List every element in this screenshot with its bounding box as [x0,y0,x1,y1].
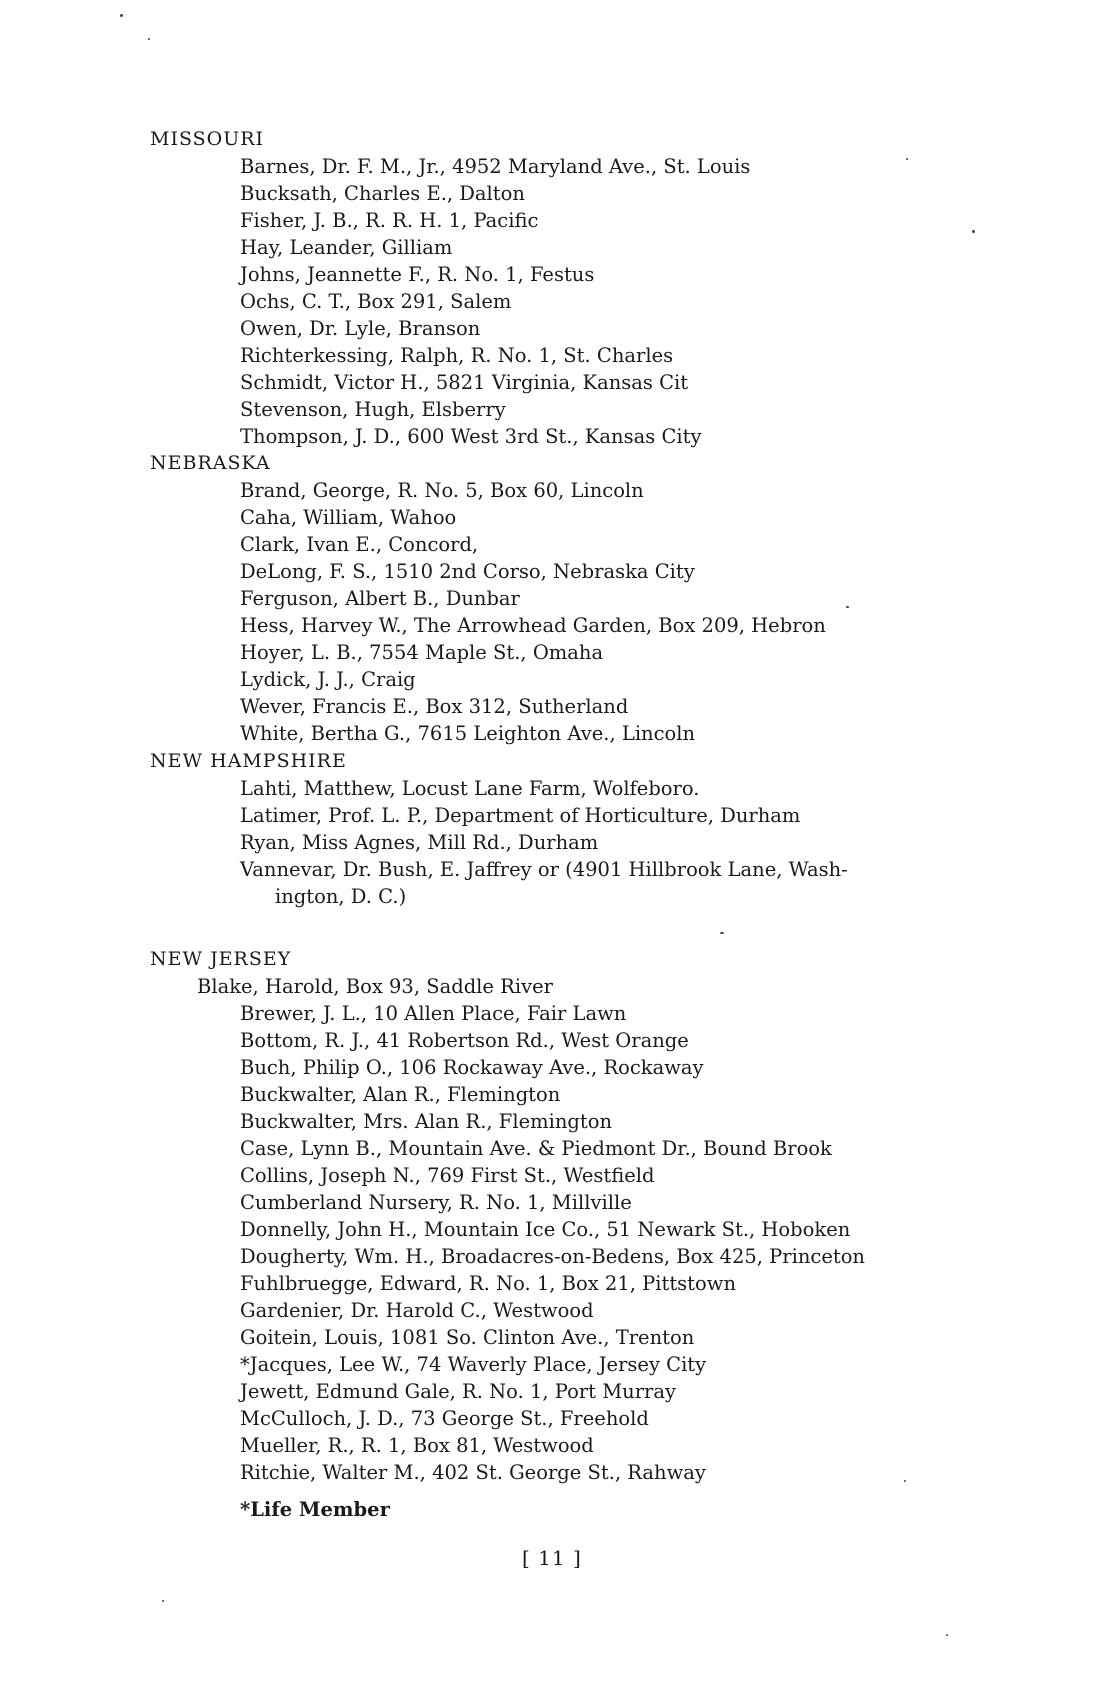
scan-speck [120,14,123,17]
member-entry: Case, Lynn B., Mountain Ave. & Piedmont Dr., Bound Brook [240,1137,832,1160]
member-entry: Johns, Jeannette F., R. No. 1, Festus [240,263,595,286]
member-entry: Fuhlbruegge, Edward, R. No. 1, Box 21, Pittstown [240,1272,737,1295]
member-entry: Bucksath, Charles E., Dalton [240,182,525,205]
member-entry: *Jacques, Lee W., 74 Waverly Place, Jersey City [240,1353,707,1376]
member-entry: Richterkessing, Ralph, R. No. 1, St. Charles [240,344,674,367]
scan-speck [846,606,849,608]
state-heading: NEW HAMPSHIRE [150,750,347,772]
member-entry: Wever, Francis E., Box 312, Sutherland [240,695,629,718]
member-entry: Buckwalter, Alan R., Flemington [240,1083,561,1106]
member-entry: Dougherty, Wm. H., Broadacres-on-Bedens, Box 425, Princeton [240,1245,865,1268]
member-entry: Mueller, R., R. 1, Box 81, Westwood [240,1434,594,1457]
member-entry: Clark, Ivan E., Concord, [240,533,479,556]
state-section-nebraska [150,450,1030,747]
member-entry: Collins, Joseph N., 769 First St., Westfield [240,1164,655,1187]
member-entry: Latimer, Prof. L. P., Department of Horticulture, Durham [240,804,801,827]
member-entry: Ferguson, Albert B., Dunbar [240,587,520,610]
member-entry: Brand, George, R. No. 5, Box 60, Lincoln [240,479,644,502]
member-entry: Hoyer, L. B., 7554 Maple St., Omaha [240,641,604,664]
member-entry: DeLong, F. S., 1510 2nd Corso, Nebraska City [240,560,695,583]
member-list [150,477,1030,747]
footnote-life-member: *Life Member [240,1498,390,1521]
member-entry: Buch, Philip O., 106 Rockaway Ave., Rockaway [240,1056,704,1079]
member-entry: Vannevar, Dr. Bush, E. Jaffrey or (4901 Hillbrook Lane, Wash- [240,858,848,881]
member-entry: Goitein, Louis, 1081 So. Clinton Ave., Trenton [240,1326,695,1349]
member-entry: Caha, William, Wahoo [240,506,457,529]
member-entry: Stevenson, Hugh, Elsberry [240,398,506,421]
member-entry: Owen, Dr. Lyle, Branson [240,317,481,340]
scan-speck [946,1634,948,1636]
state-section-new-jersey [150,946,1030,1486]
page-number: [ 11 ] [522,1546,582,1570]
member-entry: Jewett, Edmund Gale, R. No. 1, Port Murray [240,1380,677,1403]
member-entry: Hay, Leander, Gilliam [240,236,453,259]
state-heading: NEBRASKA [150,452,271,474]
member-entry-continuation: ington, D. C.) [275,885,407,908]
scan-speck [904,1480,906,1482]
scan-speck [720,932,724,934]
scan-speck [972,230,975,233]
member-entry: Bottom, R. J., 41 Robertson Rd., West Orange [240,1029,689,1052]
member-entry: Ryan, Miss Agnes, Mill Rd., Durham [240,831,599,854]
state-section-missouri [150,126,1030,450]
member-entry: Ochs, C. T., Box 291, Salem [240,290,512,313]
member-entry: Ritchie, Walter M., 402 St. George St., Rahway [240,1461,706,1484]
member-entry: Lahti, Matthew, Locust Lane Farm, Wolfeboro. [240,777,700,800]
member-entry: Gardenier, Dr. Harold C., Westwood [240,1299,594,1322]
member-entry: Donnelly, John H., Mountain Ice Co., 51 Newark St., Hoboken [240,1218,851,1241]
member-entry: Blake, Harold, Box 93, Saddle River [197,975,553,998]
member-entry: Thompson, J. D., 600 West 3rd St., Kansas City [240,425,702,448]
member-entry: McCulloch, J. D., 73 George St., Freehold [240,1407,649,1430]
state-heading: NEW JERSEY [150,948,292,970]
member-list [150,973,1030,1486]
member-entry: Lydick, J. J., Craig [240,668,416,691]
member-entry: Barnes, Dr. F. M., Jr., 4952 Maryland Ave., St. Louis [240,155,751,178]
scan-speck [906,158,908,160]
member-entry: Buckwalter, Mrs. Alan R., Flemington [240,1110,613,1133]
state-heading: MISSOURI [150,128,265,150]
member-list [150,775,1030,910]
member-entry: Fisher, J. B., R. R. H. 1, Pacific [240,209,539,232]
member-entry: Cumberland Nursery, R. No. 1, Millville [240,1191,632,1214]
member-entry: White, Bertha G., 7615 Leighton Ave., Lincoln [240,722,696,745]
member-entry: Brewer, J. L., 10 Allen Place, Fair Lawn [240,1002,627,1025]
member-entry: Schmidt, Victor H., 5821 Virginia, Kansas Cit [240,371,689,394]
scan-speck [162,1600,164,1602]
member-list [150,153,1030,450]
state-section-new-hampshire [150,748,1030,910]
member-entry: Hess, Harvey W., The Arrowhead Garden, Box 209, Hebron [240,614,826,637]
scan-speck [148,38,150,40]
